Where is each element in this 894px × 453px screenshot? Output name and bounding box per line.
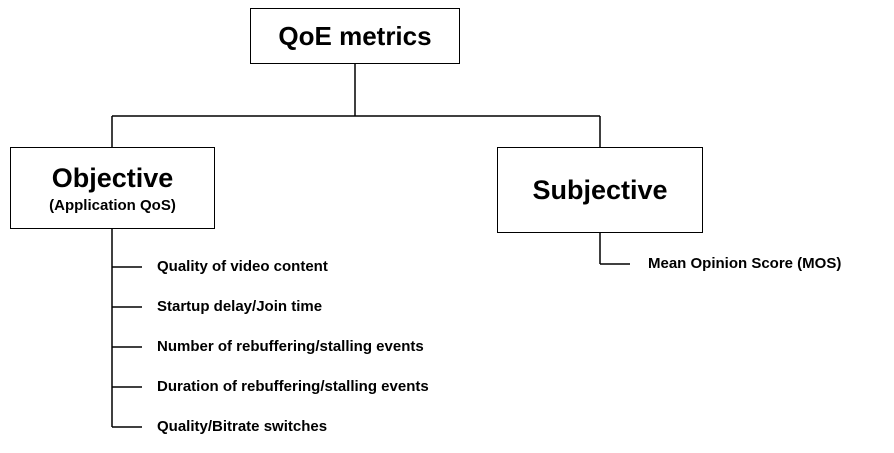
subjective-label: Subjective: [532, 174, 668, 205]
objective-item: Duration of rebuffering/stalling events: [157, 378, 429, 395]
objective-node: [10, 147, 215, 229]
objective-label: Objective: [51, 162, 174, 193]
subjective-node: [497, 147, 703, 233]
objective-item: Quality/Bitrate switches: [157, 418, 328, 435]
objective-item: Number of rebuffering/stalling events: [157, 338, 424, 355]
objective-sublabel: (Application QoS): [49, 196, 176, 214]
qoe-metrics-node: [250, 8, 460, 64]
objective-item: Quality of video content: [157, 258, 328, 275]
objective-item: Startup delay/Join time: [157, 298, 323, 315]
subjective-item: Mean Opinion Score (MOS): [648, 255, 842, 272]
qoe-metrics-label: QoE metrics: [278, 20, 432, 51]
